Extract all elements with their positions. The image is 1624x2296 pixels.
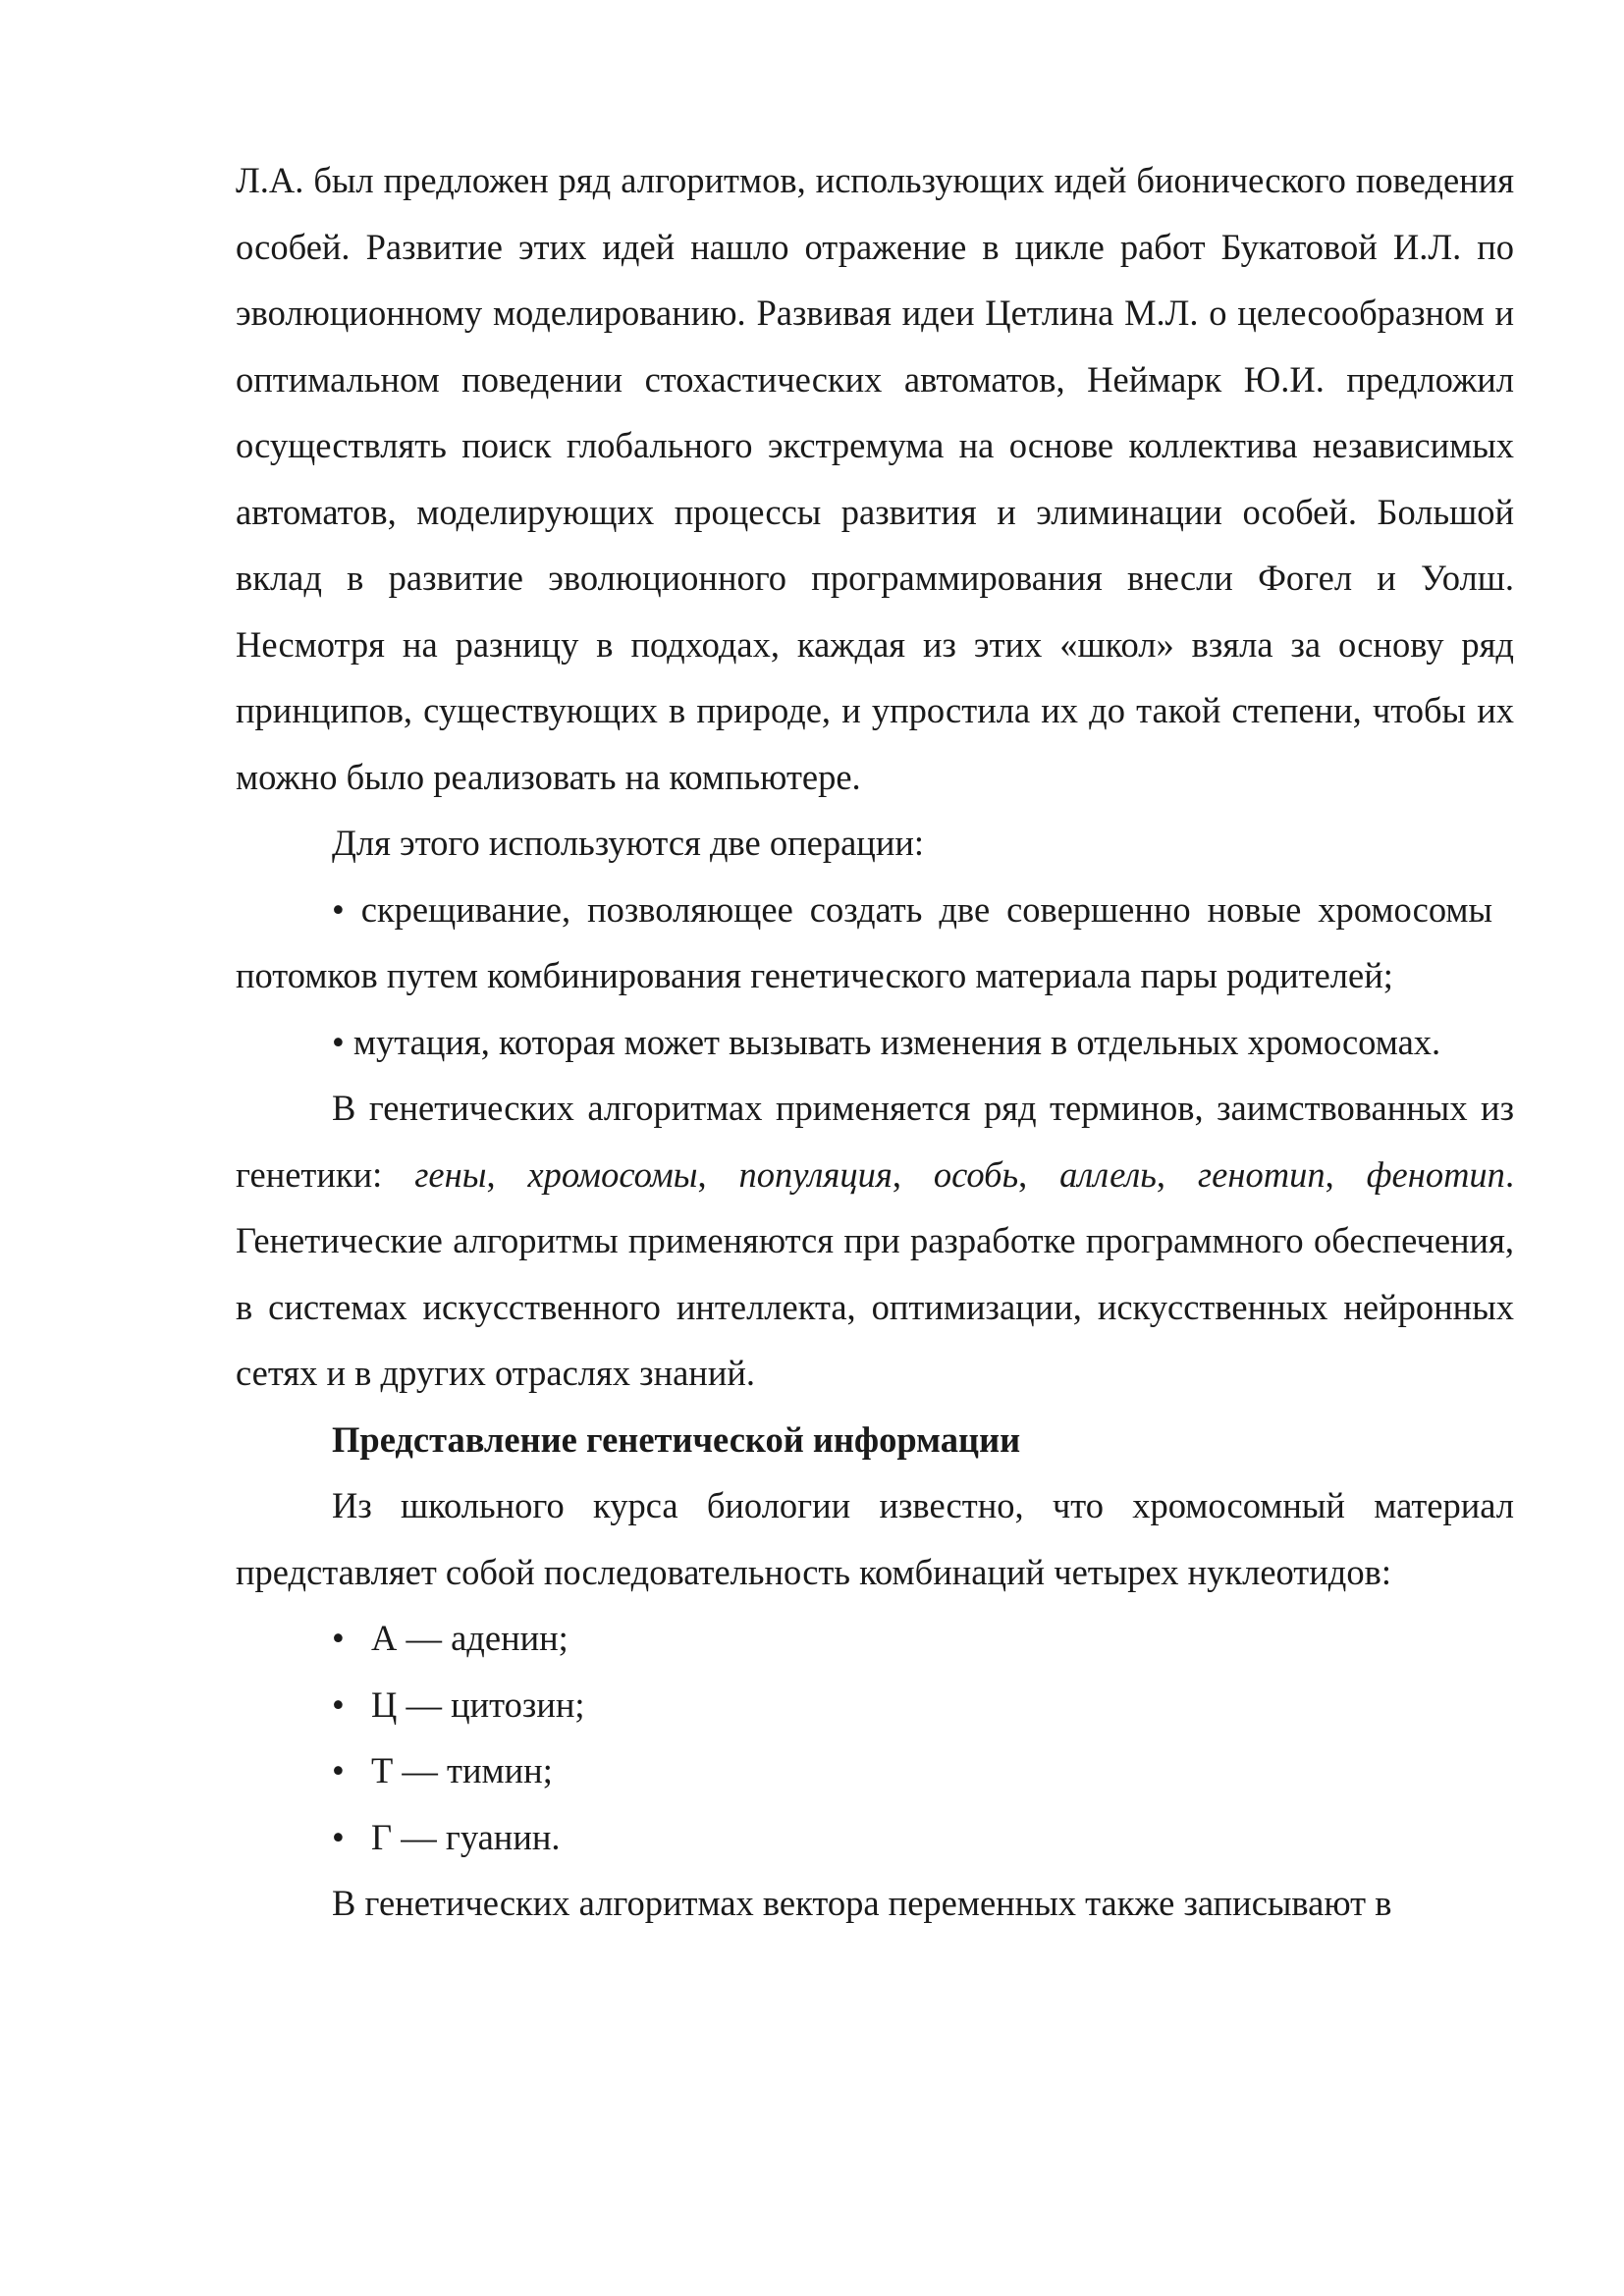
section-heading: Представление генетической информации (332, 1418, 1021, 1460)
term-separator: , (1325, 1153, 1367, 1195)
nucleotide-adenine: А — аденин; (371, 1618, 568, 1658)
term-genes: гены (414, 1153, 487, 1195)
term-individual: особь (933, 1153, 1019, 1195)
term-separator: , (486, 1153, 528, 1195)
bullet-dot: • (332, 1816, 345, 1857)
bullet-dot: • (332, 1618, 345, 1658)
nucleotide-cytosine: Ц — цитозин; (371, 1683, 585, 1725)
bullet-dot: • (332, 1750, 345, 1790)
term-genotype: генотип (1197, 1153, 1326, 1195)
term-phenotype: фенотип (1366, 1153, 1505, 1195)
list-item (236, 1672, 1514, 1738)
term-allele: аллель (1059, 1153, 1157, 1195)
paragraph-terms (236, 1075, 1514, 1407)
term-chromosomes: хромосомы (527, 1153, 698, 1195)
paragraph-history: Л.А. был предложен ряд алгоритмов, использующих идей бионического поведения особей. Развитие этих идей нашло отражение в цикле работ Букатовой И.Л. по эволюционному моделированию. Развивая идеи Цетлина М.Л. о целесообразном и оптимальном поведении стохастических автоматов, Неймарк Ю.И. предложил осуществлять поиск глобального экстремума на основе коллектива независимых автоматов, моделирующих процессы развития и элиминации особей. Большой вклад в развитие эволюционного программирования внесли Фогел и Уолш. Несмотря на разницу в подходах, каждая из этих «школ» взяла за основу ряд принципов, существующих в природе, и упростила их до такой степени, чтобы их можно было реализовать на компьютере. (236, 160, 1514, 797)
nucleotide-thymine: Т — тимин; (371, 1750, 553, 1790)
term-separator: , (1018, 1153, 1060, 1195)
term-separator: , (1156, 1153, 1198, 1195)
bullet-dot: • (332, 1683, 345, 1725)
paragraph-operations-intro: Для этого используются две операции: (332, 823, 925, 863)
term-separator: , (892, 1153, 934, 1195)
list-item (236, 1804, 1514, 1871)
paragraph-vectors: В генетических алгоритмах вектора переменных также записывают в (332, 1883, 1392, 1923)
list-item (236, 1737, 1514, 1804)
terms-outro-text: . Генетические алгоритмы применяются при разработке программного обеспечения, в системах искусственного интеллекта, оптимизации, искусственных нейронных сетях и в других отраслях знаний. (236, 1153, 1515, 1393)
operation-mutation: • мутация, которая может вызывать изменения в отдельных хромосомах. (332, 1021, 1441, 1062)
nucleotide-list (236, 1605, 1514, 1870)
term-population: популяция (738, 1153, 893, 1195)
document-page (236, 147, 1514, 1937)
term-separator: , (697, 1153, 739, 1195)
operation-crossover: • скрещивание, позволяющее создать две совершенно новые хромосомы потомков путем комбинирования генетического материала пары родителей; (236, 888, 1492, 995)
paragraph-nucleotides-intro: Из школьного курса биологии известно, что хромосомный материал представляет собой последовательность комбинаций четырех нуклеотидов: (236, 1485, 1514, 1592)
list-item (236, 1605, 1514, 1672)
nucleotide-guanine: Г — гуанин. (371, 1816, 561, 1857)
terms-intro-text: В генетических алгоритмах применяется ряд терминов, заимствованных из генетики: (236, 1088, 1514, 1195)
